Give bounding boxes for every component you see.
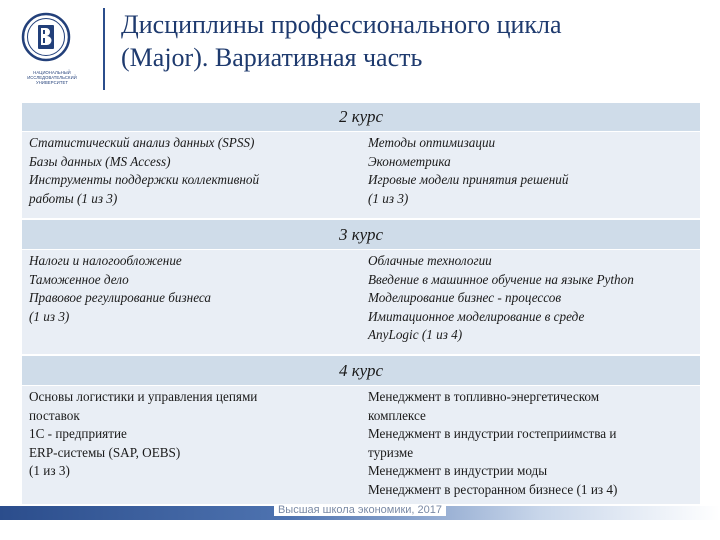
page-title <box>121 8 701 74</box>
discipline-item: Методы оптимизации <box>368 135 496 150</box>
discipline-item: Таможенное дело <box>29 271 129 287</box>
discipline-item: Базы данных (MS Access) <box>29 153 171 169</box>
page-title-line-2: (Major). Вариативная часть <box>121 43 423 72</box>
discipline-item: (1 из 3) <box>368 190 409 206</box>
logo-caption-line-1: НАЦИОНАЛЬНЫЙ ИССЛЕДОВАТЕЛЬСКИЙ <box>27 70 77 80</box>
discipline-item: поставок <box>29 407 80 423</box>
discipline-item: работы (1 из 3) <box>29 190 118 206</box>
course-4-left-column <box>29 388 349 481</box>
discipline-item: Инструменты поддержки коллективной <box>29 172 260 188</box>
course-3-left-column <box>29 252 349 326</box>
course-2-right-column <box>368 134 698 208</box>
discipline-item: Игровые модели принятия решений <box>368 172 569 188</box>
discipline-item: Менеджмент в ресторанном бизнесе (1 из 4) <box>368 481 618 497</box>
course-heading-label: 4 курс <box>338 361 384 380</box>
discipline-item: Облачные технологии <box>368 253 492 268</box>
discipline-item: AnyLogic (1 из 4) <box>368 327 463 343</box>
course-2-left-column <box>29 134 349 208</box>
course-heading-2 <box>22 102 700 132</box>
discipline-item: Менеджмент в топливно-энергетическом <box>368 389 600 404</box>
discipline-item: Правовое регулирование бизнеса <box>29 290 211 306</box>
hse-emblem-icon <box>21 12 71 62</box>
discipline-item: Основы логистики и управления цепями <box>29 389 258 404</box>
course-content-3 <box>22 250 700 354</box>
discipline-item: (1 из 3) <box>29 463 70 479</box>
discipline-item: ERP-системы (SAP, OEBS) <box>29 444 181 460</box>
course-4-right-column <box>368 388 698 500</box>
discipline-item: комплексе <box>368 407 426 423</box>
discipline-item: Введение в машинное обучение на языке Python <box>368 271 634 287</box>
course-content-4 <box>22 386 700 504</box>
course-heading-label: 2 курс <box>338 107 384 126</box>
course-heading-4 <box>22 355 700 386</box>
discipline-item: (1 из 3) <box>29 308 70 324</box>
discipline-item: Менеджмент в индустрии гостеприимства и <box>368 426 617 442</box>
discipline-item: 1С - предприятие <box>29 426 127 442</box>
discipline-item: Эконометрика <box>368 153 451 169</box>
course-heading-label: 3 курс <box>338 225 384 244</box>
discipline-item: Менеджмент в индустрии моды <box>368 463 548 479</box>
footer <box>0 504 720 516</box>
footer-text: Высшая школа экономики, 2017 <box>274 504 446 516</box>
course-content-2 <box>22 132 700 218</box>
course-3-right-column <box>368 252 698 345</box>
logo-caption <box>10 70 94 85</box>
discipline-item: Налоги и налогообложение <box>29 253 182 268</box>
logo-caption-line-2: УНИВЕРСИТЕТ <box>35 80 69 85</box>
discipline-item: туризме <box>368 444 414 460</box>
discipline-item: Имитационное моделирование в среде <box>368 308 585 324</box>
discipline-item: Статистический анализ данных (SPSS) <box>29 135 255 150</box>
header-divider <box>103 8 105 90</box>
course-heading-3 <box>22 219 700 250</box>
university-logo <box>10 8 90 96</box>
slide-header <box>0 0 720 100</box>
page-title-line-1: Дисциплины профессионального цикла <box>121 10 562 39</box>
discipline-item: Моделирование бизнес - процессов <box>368 290 562 306</box>
